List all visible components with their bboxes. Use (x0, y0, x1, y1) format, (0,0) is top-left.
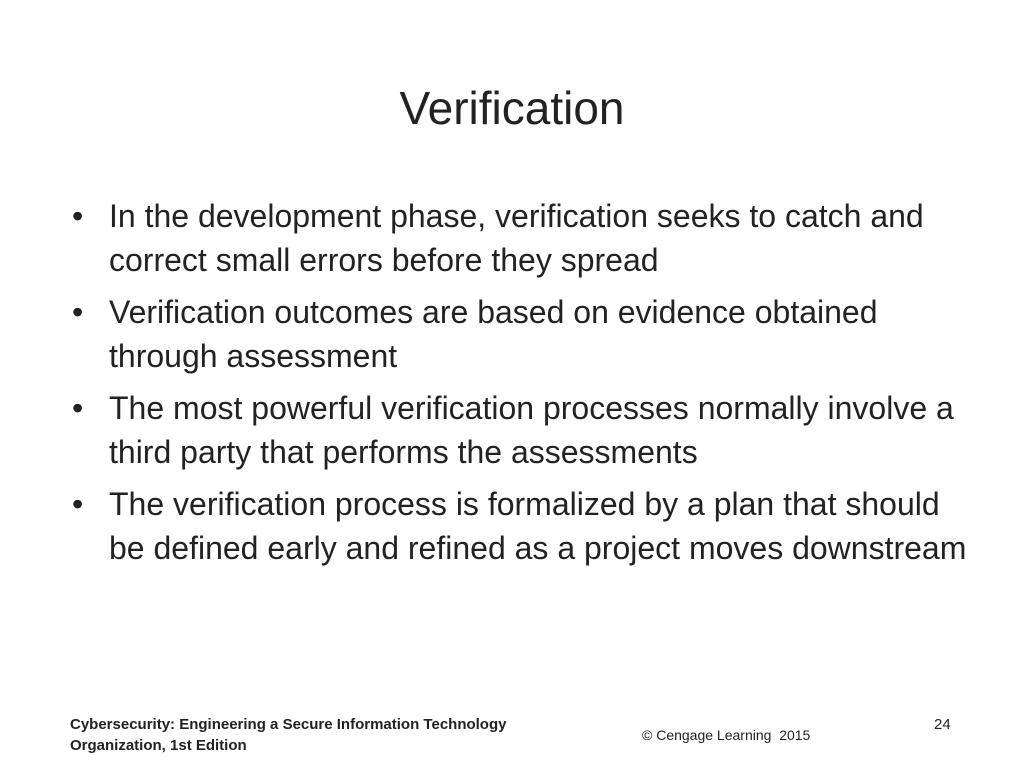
bullet-text: In the development phase, verification seeks to catch and correct small errors before they spread (109, 198, 924, 278)
bullet-symbol: • (72, 198, 84, 234)
footer-book-title-line1: Cybersecurity: Engineering a Secure Information Technology (70, 716, 507, 733)
bullet-symbol: • (72, 390, 84, 426)
bullet-text: The verification process is formalized by a plan that should be defined early and refined as a project moves downstream (109, 486, 967, 566)
footer-book-title-line2: Organization, 1st Edition (70, 737, 247, 754)
bullet-text: The most powerful verification processes normally involve a third party that performs the assessments (109, 390, 954, 470)
bullet-item (70, 482, 970, 570)
bullet-symbol: • (72, 486, 84, 522)
footer-copyright: © Cengage Learning 2015 (642, 727, 811, 743)
bullet-item (70, 386, 970, 474)
bullet-item (70, 194, 970, 282)
footer-book-title (70, 714, 590, 756)
slide-title: Verification (399, 82, 625, 134)
bullet-text: Verification outcomes are based on evidence obtained through assessment (109, 294, 878, 374)
bullet-symbol: • (72, 294, 84, 330)
bullet-list (70, 194, 970, 578)
bullet-item (70, 290, 970, 378)
page-number: 24 (934, 716, 951, 733)
